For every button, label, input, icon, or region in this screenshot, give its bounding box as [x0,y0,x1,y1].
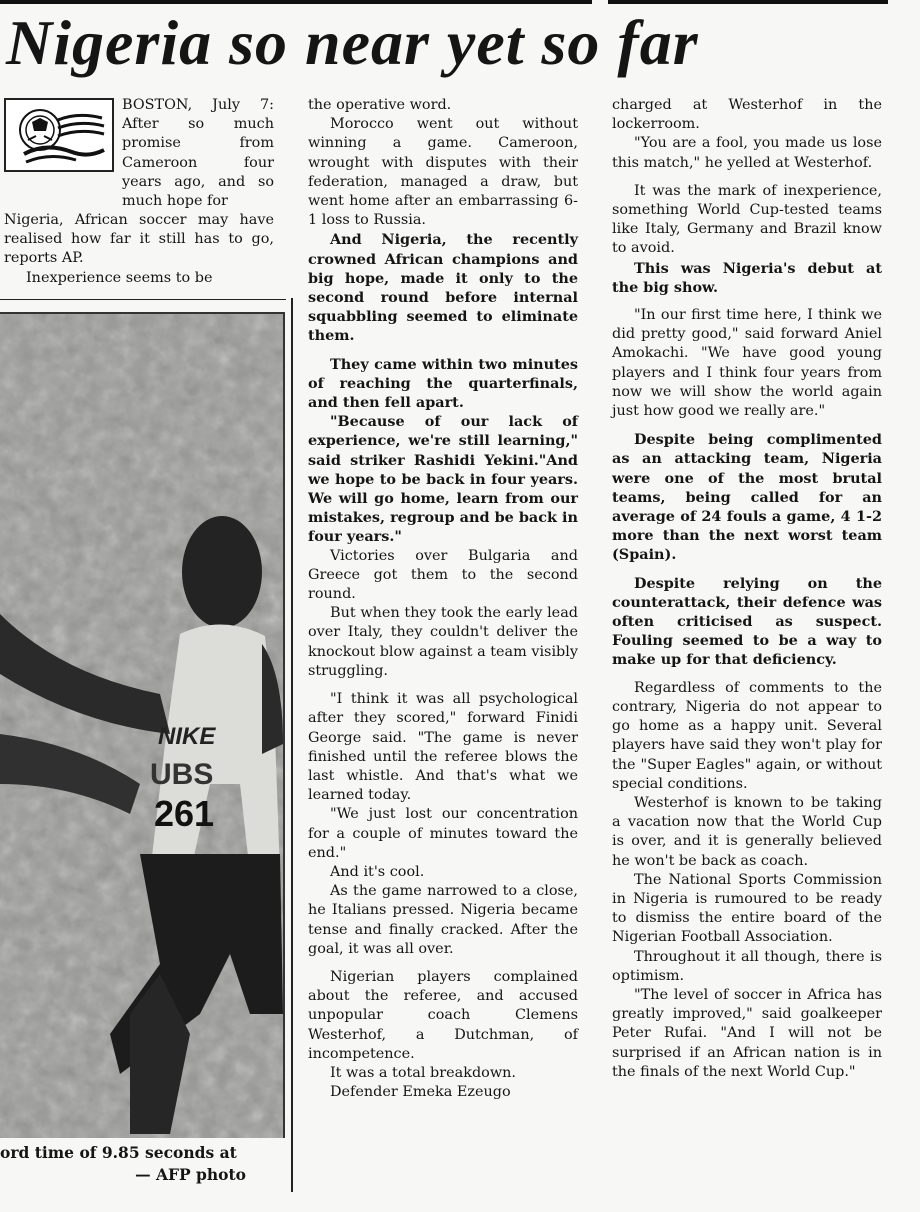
column-2-paragraph: And it's cool. [330,863,425,880]
photo-caption [0,1142,282,1186]
column-3-paragraph: Throughout it all though, there is optimism. [612,948,882,984]
column-2-paragraph: As the game narrowed to a close, he Italians pressed. Nigeria became tense and finally cracked. After the goal, it was all over. [308,883,578,957]
column-2-paragraph: Morocco went out without winning a game. Cameroon, wrought with disputes with their federation, managed a draw, but went home after an embarrassing 6-1 loss to Russia. [308,116,578,229]
column-2-paragraph: And Nigeria, the recently crowned African champions and big hope, made it only to the second round before internal squabbling seemed to eliminate them. [308,231,578,345]
column-2-paragraph: the operative word. [308,97,452,113]
column-2-paragraph: But when they took the early lead over Italy, they couldn't deliver the knockout blow against a team visibly struggling. [308,605,578,679]
column-3-paragraph: The National Sports Commission in Nigeria is rumoured to be ready to dismiss the entire board of the Nigerian Football Association. [612,871,882,946]
column-2-paragraph: "We just lost our concentration for a couple of minutes toward the end." [308,806,578,861]
column-3-paragraph: It was the mark of inexperience, something World Cup-tested teams like Italy, Germany and Brazil know to avoid. [612,182,882,257]
column-3 [612,96,882,1082]
column-1-para-2: Inexperience seems to be [26,269,213,286]
column-2-paragraph: They came within two minutes of reaching the quarterfinals, and then fell apart. [308,355,578,412]
photo-top-rule [0,299,286,300]
column-1-lead-text [122,96,274,211]
column-3-paragraph: Regardless of comments to the contrary, Nigeria do not appear to go home as a happy unit. Several players have said they won't play for the "Super Eagles" again, or without special conditions. [612,679,882,792]
headline: Nigeria so near yet so far [6,7,699,78]
dateline-text: BOSTON, July 7: After so much promise from Cameroon four years ago, and so much hope for [122,97,274,210]
world-cup-logo-icon [4,98,114,172]
column-3-paragraph: Westerhof is known to be taking a vacation now that the World Cup is over, and it is generally believed he won't be back as coach. [612,794,882,869]
column-2-paragraph: "I think it was all psychological after they scored," forward Finidi George said. "The game is never finished until the referee blows the last whistle. And that's what we learned today. [308,691,578,804]
column-2-paragraph: Nigerian players complained about the referee, and accused unpopular coach Clemens Westerhof, a Dutchman, of incompetence. [308,968,578,1062]
column-1-cont-text: Nigeria, African soccer may have realised how far it still has to go, reports AP. [4,212,274,267]
column-2-paragraph: Defender Emeka Ezeugo [330,1084,511,1101]
column-rule [291,298,293,1192]
column-1-lead [122,96,274,211]
column-3-paragraph: Despite relying on the counterattack, their defence was often criticised as suspect. Fouling seemed to be a way to make up for that deficiency. [612,574,882,669]
column-3-paragraph: Despite being complimented as an attacking team, Nigeria were one of the most brutal teams, being called for an average of 24 fouls a game, 4 1-2 more than the next worst team (Spain). [612,431,882,564]
column-1-continuation [4,211,274,288]
shirt-sponsor: UBS [150,758,214,791]
photo-credit: — AFP photo [135,1165,246,1184]
column-3-paragraph: charged at Westerhof in the lockerroom. [612,97,882,133]
shirt-brand: NIKE [158,723,216,750]
caption-line: ord time of 9.85 seconds at [0,1143,237,1162]
column-2-paragraph: Victories over Bulgaria and Greece got them to the second round. [308,547,578,603]
column-3-paragraph: This was Nigeria's debut at the big show. [612,259,882,296]
column-2-paragraph: "Because of our lack of experience, we're still learning," said striker Rashidi Yekini."And we hope to be back in four years. We will go home, learn from our mistakes, regroup and be back in four years." [308,413,578,546]
news-photo [0,312,285,1138]
column-3-paragraph: "The level of soccer in Africa has greatly improved," said goalkeeper Peter Rufai. "And I will not be surprised if an African nation is in the finals of the next World Cup." [612,986,882,1080]
bib-number: 261 [154,793,215,834]
column-2 [308,96,578,1102]
column-2-paragraph: It was a total breakdown. [330,1064,516,1081]
column-3-paragraph: "You are a fool, you made us lose this match," he yelled at Westerhof. [612,135,882,171]
column-3-paragraph: "In our first time here, I think we did pretty good," said forward Aniel Amokachi. "We have good young players and I think four years from now we will show the world again just how good we really are." [612,307,882,420]
